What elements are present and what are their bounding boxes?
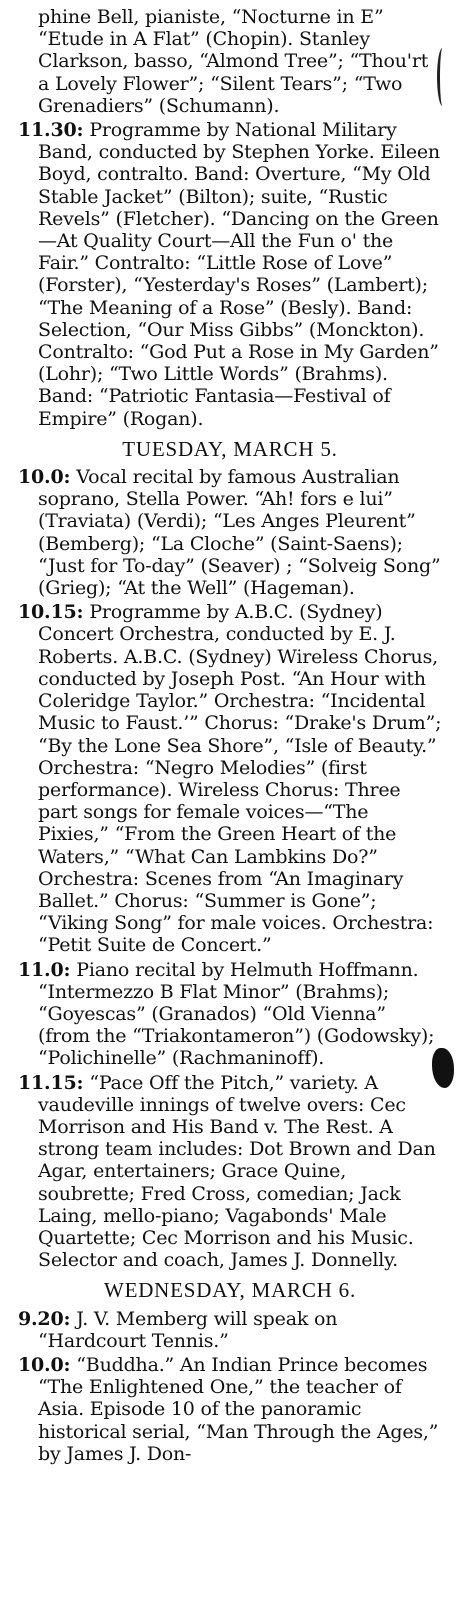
programme-entry-920 (18, 1308, 442, 1352)
programme-entry-1130 (18, 119, 442, 430)
entry-time: 10.0: (18, 466, 71, 489)
entry-text: “Buddha.” An Indian Prince becomes “The Enlightened One,” the teacher of Asia. Episode 10 of the panoramic historical serial, “Man Through the Ages,” by James J. Don- (38, 1353, 439, 1465)
programme-column (18, 6, 442, 1467)
day-heading-wednesday: WEDNESDAY, MARCH 6. (103, 1278, 357, 1303)
continued-entry-text: phine Bell, pianiste, “Nocturne in E” “Etude in A Flat” (Chopin). Stanley Clarkson, basso, “Almond Tree”; “Thou'rt a Lovely Flower”; “Silent Tears”; “Two Grenadiers” (Schumann). (38, 6, 429, 117)
entry-text: Programme by A.B.C. (Sydney) Concert Orchestra, conducted by E. J. Roberts. A.B.C. (Sydney) Wireless Chorus, conducted by Joseph Post. “An Hour with Coleridge Taylor.” Orchestra: “Incidental Music to Faust.’” Chorus: “Drake's Drum”; “By the Lone Sea Shore”, “Isle of Beauty.” Orchestra: “Negro Melodies” (first performance). Wireless Chorus: Three part songs for female voices—“The Pixies,” “From the Green Heart of the Waters,” “What Can Lambkins Do?” Orchestra: Scenes from “An Imaginary Ballet.” Chorus: “Summer is Gone”; “Viking Song” for male voices. Orchestra: “Petit Suite de Concert.” (38, 601, 442, 957)
entry-time: 11.0: (18, 958, 71, 981)
programme-entry-1115 (18, 1072, 442, 1272)
programme-entry-1000 (18, 466, 442, 599)
entry-text: J. V. Memberg will speak on “Hardcourt Tennis.” (38, 1307, 338, 1352)
programme-entry-1000-wed (18, 1354, 442, 1465)
entry-time: 11.30: (18, 119, 84, 142)
entry-time: 10.0: (18, 1353, 71, 1376)
entry-text: Piano recital by Helmuth Hoffmann. “Intermezzo B Flat Minor” (Brahms); “Goyescas” (Granados) “Old Vienna” (from the “Triakontameron”) (Godowsky); “Polichinelle” (Rachmaninoff). (38, 958, 435, 1070)
programme-entry-1015 (18, 601, 442, 956)
entry-time: 9.20: (18, 1307, 71, 1330)
entry-text: Vocal recital by famous Australian soprano, Stella Power. “Ah! fors e lui” (Traviata) (Verdi); “Les Anges Pleurent” (Bemberg); “La Cloche” (Saint-Saens); “Just for To-day” (Seaver) ; “Solveig Song” (Grieg); “At the Well” (Hageman). (38, 466, 441, 600)
entry-time: 11.15: (18, 1071, 84, 1094)
entry-time: 10.15: (18, 601, 84, 624)
entry-text: Programme by National Military Band, conducted by Stephen Yorke. Eileen Boyd, contralto. Band: Overture, “My Old Stable Jacket” (Bilton); suite, “Rustic Revels” (Fletcher). “Dancing on the Green—At Quality Court—All the Fun o' the Fair.” Contralto: “Little Rose of Love” (Forster), “Yesterday's Roses” (Lambert); “The Meaning of a Rose” (Besly). Band: Selection, “Our Miss Gibbs” (Monckton). Contralto: “God Put a Rose in My Garden” (Lohr); “Two Little Words” (Brahms). Band: “Patriotic Fantasia—Festival of Empire” (Rogan). (38, 119, 440, 430)
programme-entry-1100 (18, 959, 442, 1070)
day-heading-tuesday: TUESDAY, MARCH 5. (122, 436, 338, 461)
entry-text: “Pace Off the Pitch,” variety. A vaudeville innings of twelve overs: Cec Morrison and His Band v. The Rest. A strong team includes: Dot Brown and Dan Agar, entertainers; Grace Quine, soubrette; Fred Cross, comedian; Jack Laing, mello-piano; Vagabonds' Male Quartette; Cec Morrison and his Music. Selector and coach, James J. Donnelly. (38, 1071, 436, 1272)
